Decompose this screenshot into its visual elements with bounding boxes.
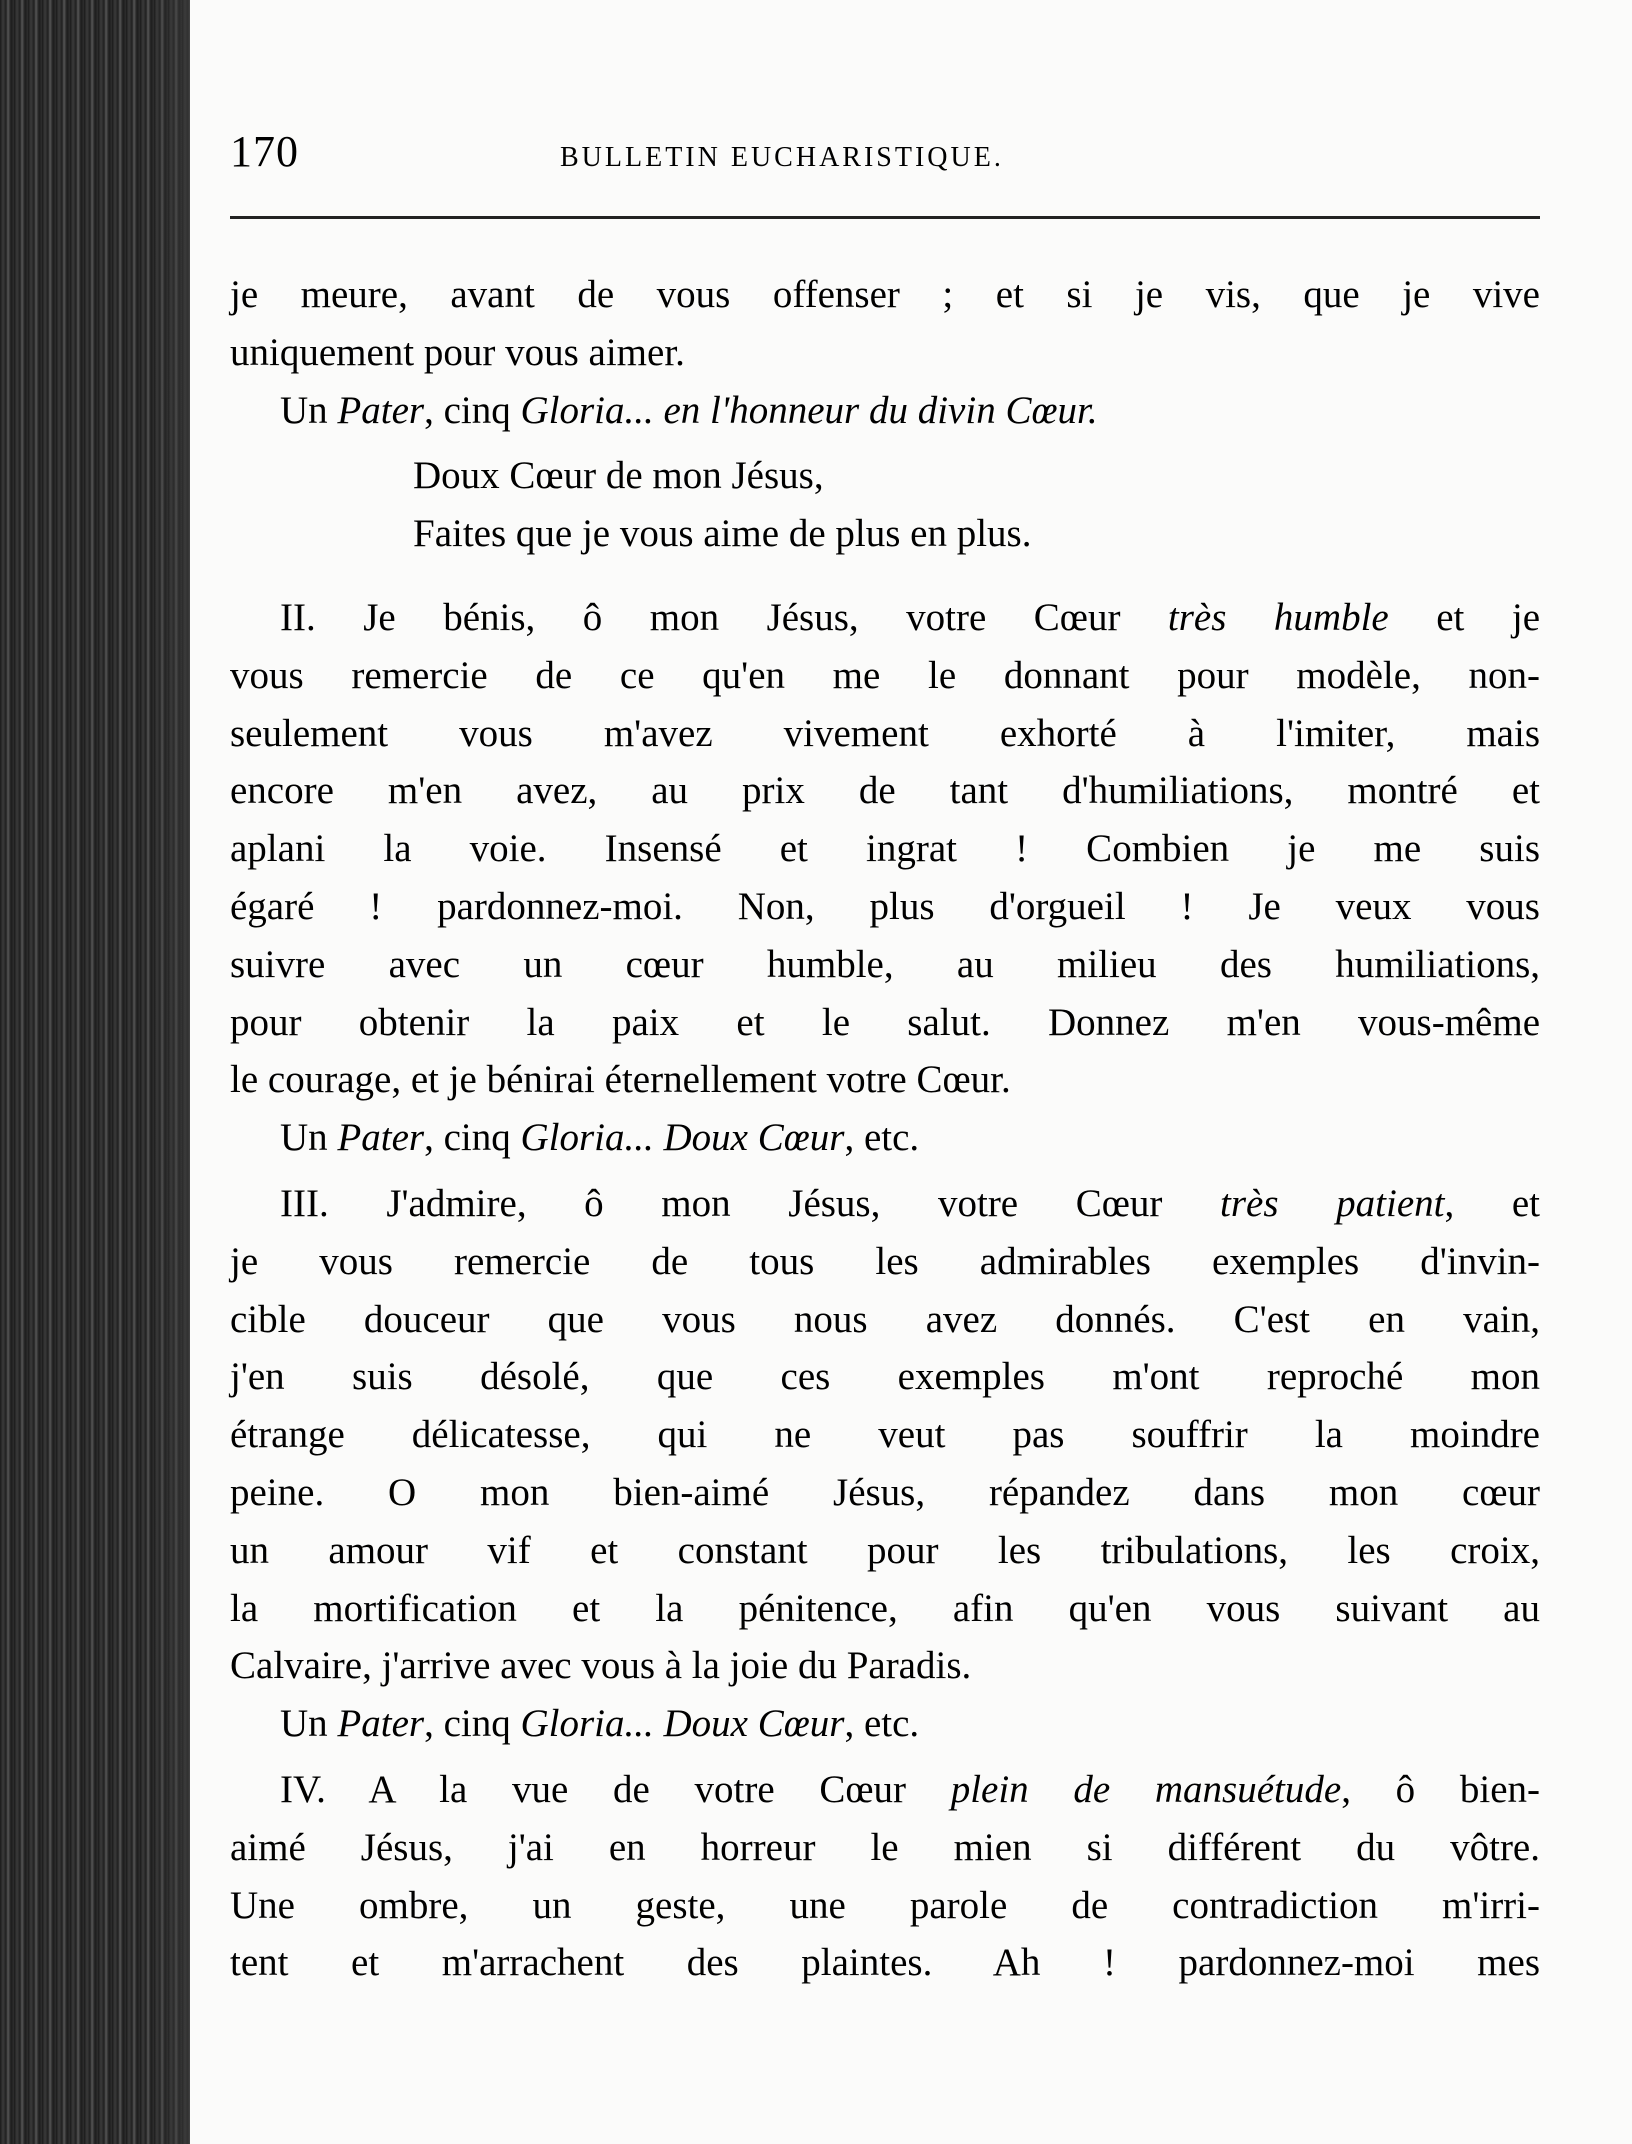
- text-line: pour obtenir la paix et le salut. Donnez m'en vous-même: [230, 1000, 1540, 1044]
- text-run: et je: [1388, 595, 1541, 639]
- text-line: peine. O mon bien-aimé Jésus, répandez dans mon cœur: [230, 1470, 1540, 1514]
- italic-run: Pater: [337, 1116, 425, 1160]
- paragraph-opening-line: [230, 589, 1540, 647]
- italic-run: Gloria... en l'honneur du divin Cœur.: [520, 388, 1098, 432]
- text-line: uniquement pour vous aimer.: [230, 330, 685, 374]
- text-line: suivre avec un cœur humble, au milieu des humiliations,: [230, 942, 1540, 986]
- running-title: BULLETIN EUCHARISTIQUE.: [560, 142, 1004, 173]
- prayer-instruction: [230, 1695, 1540, 1753]
- verse-line: Doux Cœur de mon Jésus,: [413, 454, 824, 498]
- text-line: tent et m'arrachent des plaintes. Ah ! pardonnez-moi mes: [230, 1941, 1540, 1985]
- text-line: Calvaire, j'arrive avec vous à la joie du Paradis.: [230, 1644, 972, 1688]
- text-run: III. J'admire, ô mon Jésus, votre Cœur: [280, 1181, 1221, 1225]
- body-text: [230, 266, 1540, 1992]
- text-line: je vous remercie de tous les admirables exemples d'invin-: [230, 1239, 1540, 1283]
- text-line: la mortification et la pénitence, afin qu'en vous suivant au: [230, 1586, 1540, 1630]
- text-run: , cinq: [424, 388, 521, 432]
- text-line: je meure, avant de vous offenser ; et si je vis, que je vive: [230, 273, 1540, 316]
- text-run: Un: [280, 1702, 338, 1746]
- italic-run: Gloria... Doux Cœur: [520, 1702, 845, 1746]
- paragraph-opening-line: [230, 1175, 1540, 1233]
- italic-run: Pater: [337, 388, 425, 432]
- header-rule: [230, 216, 1540, 219]
- text-line: vous remercie de ce qu'en me le donnant pour modèle, non-: [230, 653, 1540, 697]
- text-line: égaré ! pardonnez-moi. Non, plus d'orgueil ! Je veux vous: [230, 884, 1540, 928]
- text-run: Un: [280, 388, 338, 432]
- running-head: [230, 126, 1540, 186]
- paragraph-opening-line: [230, 1761, 1540, 1819]
- page-number: 170: [230, 127, 299, 176]
- text-line: un amour vif et constant pour les tribulations, les croix,: [230, 1528, 1540, 1572]
- italic-run: très patient: [1220, 1181, 1445, 1225]
- italic-run: très humble: [1167, 595, 1389, 639]
- text-run: , cinq: [424, 1116, 521, 1160]
- italic-run: plein de mansuétude: [950, 1767, 1342, 1811]
- italic-run: Pater: [337, 1702, 425, 1746]
- text-line: aimé Jésus, j'ai en horreur le mien si différent du vôtre.: [230, 1825, 1540, 1869]
- text-run: , ô bien-: [1341, 1767, 1540, 1811]
- text-run: , etc.: [844, 1116, 920, 1160]
- text-line: le courage, et je bénirai éternellement votre Cœur.: [230, 1058, 1011, 1102]
- text-run: , et: [1444, 1181, 1541, 1225]
- text-line: étrange délicatesse, qui ne veut pas souffrir la moindre: [230, 1413, 1540, 1457]
- text-line: aplani la voie. Insensé et ingrat ! Combien je me suis: [230, 827, 1540, 871]
- prayer-instruction: [230, 382, 1540, 440]
- prayer-instruction: [230, 1109, 1540, 1167]
- text-run: Un: [280, 1116, 338, 1160]
- text-line: encore m'en avez, au prix de tant d'humiliations, montré et: [230, 769, 1540, 813]
- text-run: , cinq: [424, 1702, 521, 1746]
- text-line: Une ombre, un geste, une parole de contradiction m'irri-: [230, 1883, 1540, 1927]
- text-run: , etc.: [844, 1702, 920, 1746]
- text-run: II. Je bénis, ô mon Jésus, votre Cœur: [280, 595, 1168, 639]
- book-page-edges: [0, 0, 190, 2144]
- italic-run: Gloria... Doux Cœur: [520, 1116, 845, 1160]
- text-line: seulement vous m'avez vivement exhorté à l'imiter, mais: [230, 711, 1540, 755]
- text-line: j'en suis désolé, que ces exemples m'ont reproché mon: [230, 1355, 1540, 1399]
- verse-line: Faites que je vous aime de plus en plus.: [413, 512, 1032, 556]
- text-run: IV. A la vue de votre Cœur: [280, 1767, 951, 1811]
- text-line: cible douceur que vous nous avez donnés. C'est en vain,: [230, 1297, 1540, 1341]
